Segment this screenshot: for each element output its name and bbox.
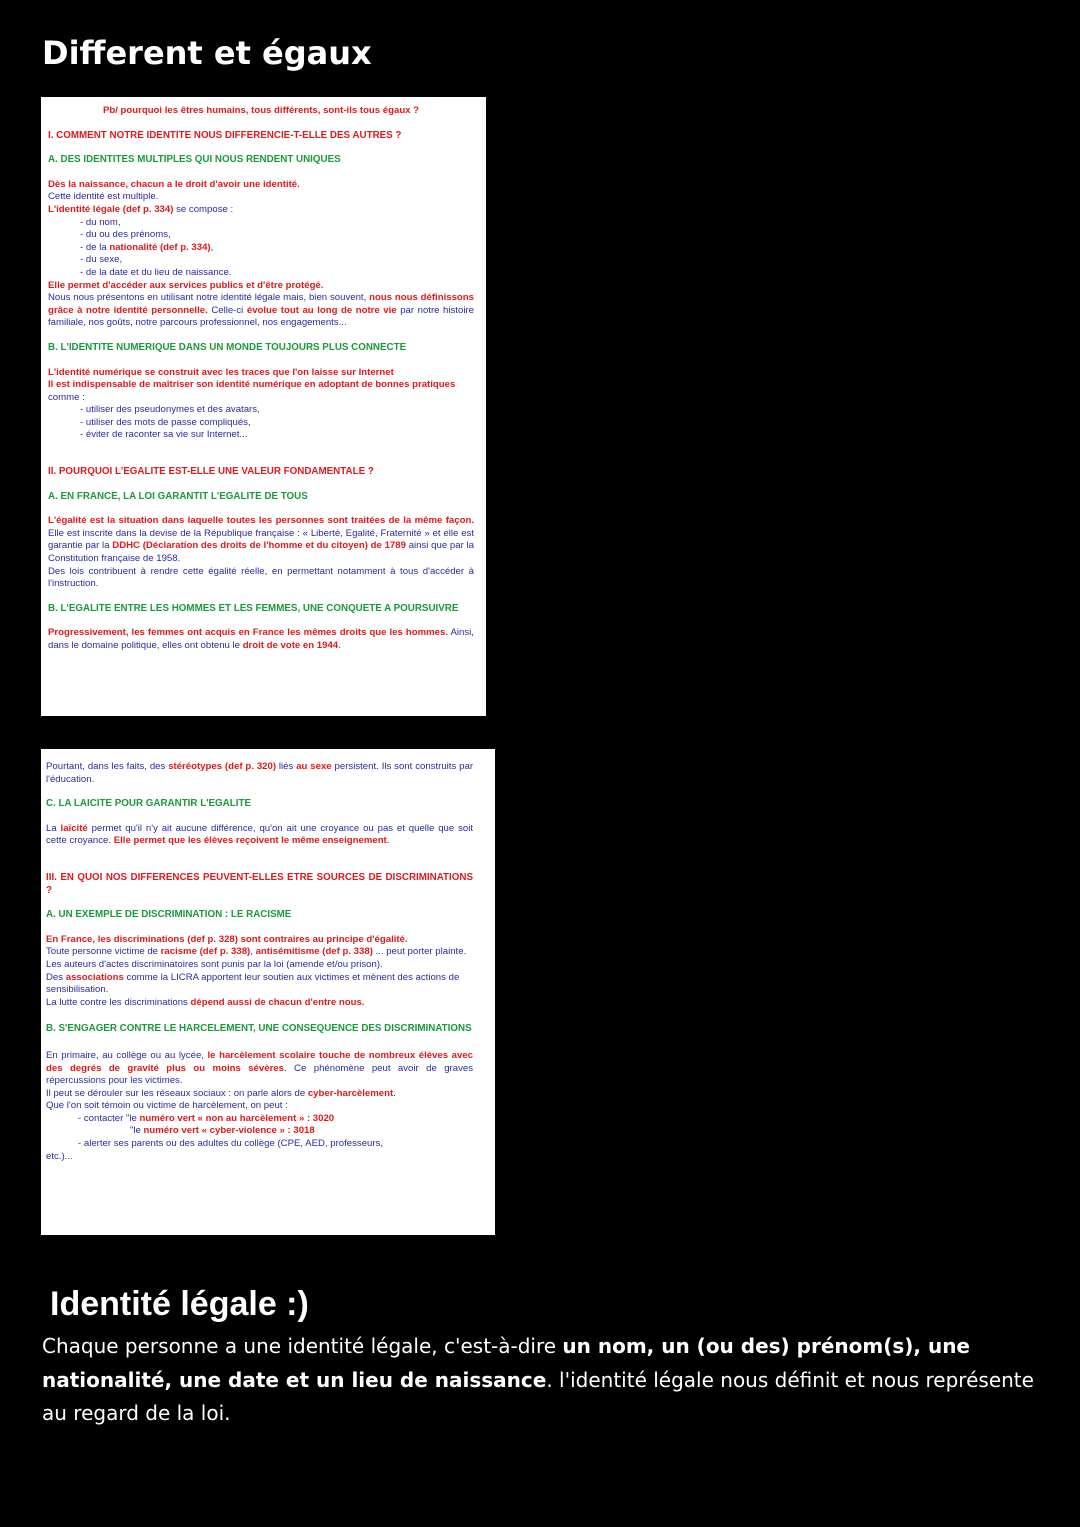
paragraph	[48, 627, 474, 652]
list-item: - utiliser des pseudonymes et des avatars,	[80, 404, 260, 416]
text: Pourtant, dans les faits, des	[46, 761, 169, 772]
highlight: laïcité	[60, 822, 88, 834]
paragraph: Cette identité est multiple.	[48, 191, 159, 203]
text: comme :	[48, 391, 85, 403]
text: ainsi que par la Constitution française de 1958.	[48, 540, 475, 565]
list-item: - éviter de raconter sa vie sur Internet...	[80, 429, 248, 441]
list-item: - alerter ses parents ou des adultes du collège (CPE, AED, professeurs,	[78, 1138, 384, 1150]
text: - de la	[80, 241, 110, 253]
highlight: stéréotypes (def p. 320)	[168, 761, 277, 772]
paragraph	[46, 761, 473, 786]
list-item	[48, 242, 474, 255]
text: .	[393, 1087, 396, 1099]
page-title: Different et égaux	[42, 34, 372, 72]
part-2b-heading: B. L'EGALITE ENTRE LES HOMMES ET LES FEMMES, UNE CONQUETE A POURSUIVRE	[48, 602, 459, 614]
problem-statement: Pb/ pourquoi les êtres humains, tous différents, sont-ils tous égaux ?	[102, 105, 420, 116]
list-item: - utiliser des mots de passe compliqués,	[80, 416, 251, 428]
summary-text: . l'identité légale nous définit et nous représente au regard de la loi.	[42, 1367, 1034, 1425]
text: Nous nous présentons en utilisant notre identité légale mais, bien souvent,	[48, 292, 370, 304]
text: ,	[250, 946, 256, 958]
paragraph	[46, 972, 473, 997]
highlight: évolue tout au long de notre vie	[246, 304, 397, 316]
list-item: - du nom,	[80, 216, 121, 228]
highlight: Elle permet que les élèves reçoivent le même enseignement	[113, 835, 387, 847]
part-3a-heading: A. UN EXEMPLE DE DISCRIMINATION : LE RACISME	[46, 909, 292, 921]
highlight: cyber-harcèlement	[307, 1087, 394, 1099]
highlight: numéro vert « non au harcèlement » : 3020	[139, 1112, 335, 1124]
part-1b-heading: B. L'IDENTITE NUMERIQUE DANS UN MONDE TOUJOURS PLUS CONNECTE	[48, 341, 407, 353]
highlight: DDHC (Déclaration des droits de l'homme et du citoyen) de 1789	[112, 540, 406, 552]
list-item	[46, 1125, 473, 1138]
paragraph: Que l'on soit témoin ou victime de harcèlement, on peut :	[46, 1100, 288, 1112]
highlight: numéro vert « cyber-violence » : 3018	[143, 1125, 315, 1137]
paragraph: Elle permet d'accéder aux services publics et d'être protégé.	[48, 279, 324, 291]
highlight: le harcèlement scolaire touche de nombreux élèves avec des degrés de gravité plus ou moins sévères	[46, 1049, 473, 1074]
text: liés	[276, 761, 297, 772]
summary-highlight: un nom, un (ou des) prénom(s), une nationalité, une date et un lieu de naissance	[42, 1334, 970, 1392]
paragraph	[48, 379, 474, 404]
text: ... peut porter plainte.	[372, 946, 467, 958]
highlight: au sexe	[296, 761, 332, 772]
list-item: - de la date et du lieu de naissance.	[80, 266, 232, 278]
text: "le	[130, 1125, 144, 1137]
part-3-heading: III. EN QUOI NOS DIFFERENCES PEUVENT-ELLES ETRE SOURCES DE DISCRIMINATIONS ?	[46, 871, 473, 896]
highlight: antisémitisme (def p. 338)	[255, 946, 373, 958]
highlight: nous nous définissons grâce à notre identité personnelle.	[48, 292, 474, 316]
paragraph: etc.)...	[46, 1150, 73, 1162]
summary-body	[42, 1330, 1052, 1431]
text: Il peut se dérouler sur les réseaux sociaux : on parle alors de	[46, 1087, 308, 1099]
paragraph: Les auteurs d'actes discriminatoires sont punis par la loi (amende et/ou prison).	[46, 958, 383, 970]
text: persistent. Ils sont construits par l'éducation.	[46, 761, 474, 785]
highlight: L'égalité est la situation dans laquelle toutes les personnes sont traitées de la même façon.	[48, 515, 474, 527]
paragraph: Dès la naissance, chacun a le droit d'avoir une identité.	[48, 178, 300, 190]
text: comme la LICRA apportent leur soutien aux victimes et mènent des actions de sensibilisation.	[46, 971, 460, 996]
list-item	[46, 1113, 473, 1126]
text: Celle-ci	[207, 304, 247, 316]
paragraph	[46, 997, 473, 1010]
paragraph	[46, 946, 473, 959]
paragraph	[48, 204, 474, 217]
text: - contacter "le	[78, 1112, 140, 1124]
paragraph: L'identité numérique se construit avec les traces que l'on laisse sur Internet	[48, 366, 394, 378]
paragraph	[48, 515, 474, 565]
list-item: - du ou des prénoms,	[80, 229, 171, 241]
part-1a-heading: A. DES IDENTITES MULTIPLES QUI NOUS RENDENT UNIQUES	[48, 154, 341, 166]
document-page-2	[41, 749, 495, 1235]
text: par notre histoire familiale, nos goûts, notre parcours professionnel, nos engagements...	[48, 304, 474, 329]
paragraph	[48, 292, 474, 330]
text: Des	[46, 971, 66, 983]
highlight: dépend aussi de chacun d'entre nous.	[190, 996, 365, 1008]
text: .	[338, 640, 341, 651]
highlight: racisme (def p. 338)	[160, 946, 251, 958]
highlight: Progressivement, les femmes ont acquis en France les mêmes droits que les hommes.	[48, 627, 449, 639]
part-2c-heading: C. LA LAICITE POUR GARANTIR L'EGALITE	[46, 798, 251, 810]
summary-text: Chaque personne a une identité légale, c'est-à-dire	[42, 1334, 563, 1358]
text: Toute personne victime de	[46, 946, 161, 958]
text: En primaire, au collège ou au lycée,	[46, 1049, 208, 1061]
text: permet qu'il n'y ait aucune différence, qu'on ait une croyance ou pas et quelle que soit cette croyance.	[46, 822, 474, 847]
text: se compose :	[173, 203, 234, 215]
text: La lutte contre les discriminations	[46, 996, 191, 1008]
highlight: L'identité légale (def p. 334)	[48, 203, 174, 215]
paragraph	[46, 1050, 473, 1088]
part-1-heading: I. COMMENT NOTRE IDENTITE NOUS DIFFERENCIE-T-ELLE DES AUTRES ?	[48, 129, 402, 141]
text: ,	[210, 241, 214, 253]
highlight: droit de vote en 1944	[242, 640, 339, 651]
paragraph	[46, 1088, 473, 1101]
paragraph: Des lois contribuent à rendre cette égalité réelle, en permettant notamment à tous d'accéder à l'instruction.	[48, 565, 474, 590]
part-2a-heading: A. EN FRANCE, LA LOI GARANTIT L'EGALITE DE TOUS	[48, 490, 308, 502]
text: Elle est inscrite dans la devise de la République française : « Liberté, Egalité, Fraternité » et elle est garantie par la	[48, 527, 474, 552]
part-2-heading: II. POURQUOI L'EGALITE EST-ELLE UNE VALEUR FONDAMENTALE ?	[48, 466, 374, 478]
text: Ainsi, dans le domaine politique, elles ont obtenu le	[48, 627, 474, 651]
summary-title: Identité légale :)	[50, 1285, 309, 1323]
document-page-1	[41, 97, 486, 716]
highlight: associations	[65, 971, 124, 983]
text: .	[386, 835, 390, 847]
paragraph: En France, les discriminations (def p. 328) sont contraires au principe d'égalité.	[46, 933, 408, 945]
highlight: nationalité (def p. 334)	[109, 241, 211, 253]
text: . Ce phénomène peut avoir de graves répercussions pour les victimes.	[46, 1062, 473, 1087]
part-3b-heading: B. S'ENGAGER CONTRE LE HARCELEMENT, UNE CONSEQUENCE DES DISCRIMINATIONS	[46, 1023, 472, 1035]
paragraph	[46, 823, 473, 848]
text: La	[46, 822, 61, 834]
list-item: - du sexe,	[80, 254, 123, 266]
highlight: Il est indispensable de maîtriser son identité numérique en adoptant de bonnes pratiques	[48, 379, 456, 391]
